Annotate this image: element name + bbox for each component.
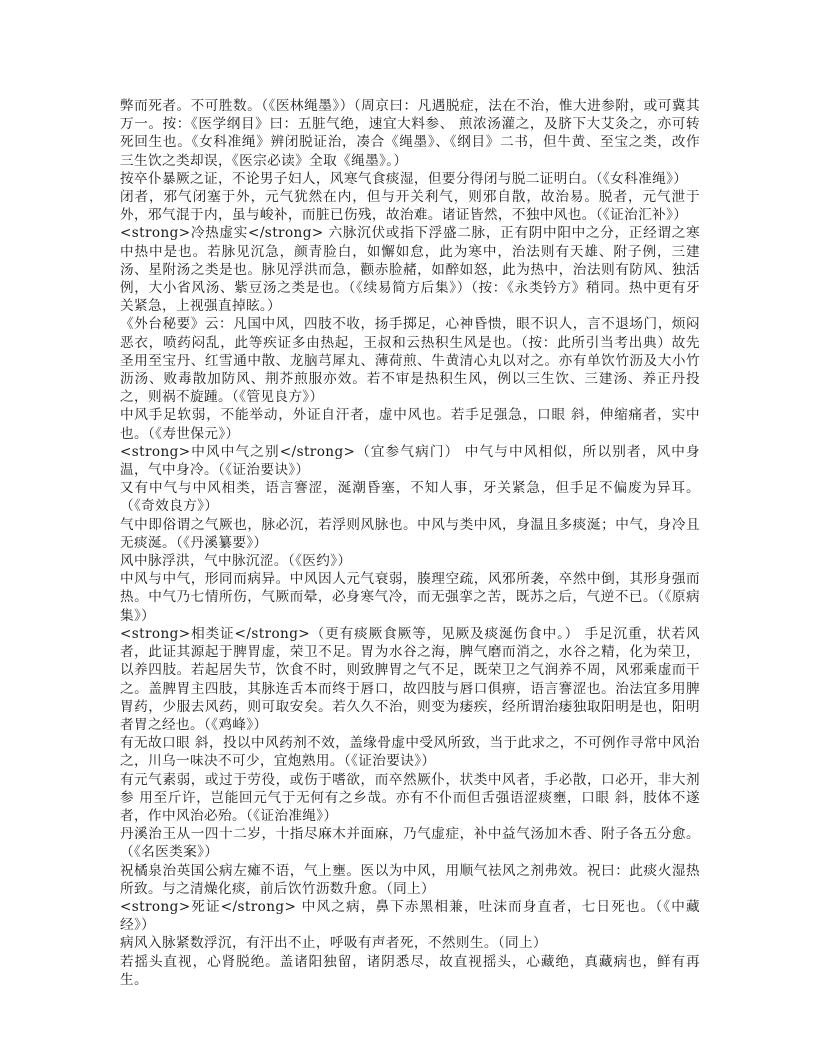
paragraph-limb-weakness: 中风手足软弱，不能举动，外证自汗者，虚中风也。若手足强急，口眼 斜，伸缩痛者，实中也。（《寿世保元》）: [120, 407, 700, 442]
paragraph-qi-stroke-similar: 又有中气与中风相类，语言謇涩，涎潮昏塞，不知人事，牙关紧急，但手足不偏废为异耳。（《奇效良方》）: [120, 480, 700, 515]
paragraph-waitai-miyao: 《外台秘要》云：凡国中风，四肢不收，扬手掷足，心神昏愦，眼不识人，言不退场门，烦闷恶衣，喷药闷乱，此等疾证多由热起，王叔和云热积生风是也。（按：此所引当考出典）故先圣用至宝丹、红雪通中散、龙脑芎犀丸、薄荷煎、牛黄清心丸以对之。亦有单饮竹沥及大小竹沥汤、败毒散加防风、荆芥煎服亦效。若不审是热积生风，例以三生饮、三建汤、养正丹投之，则祸不旋踵。（《管见良方》）: [120, 316, 700, 406]
paragraph-pulse-difference: 风中脉浮洪，气中脉沉涩。（《医约》）: [120, 553, 352, 570]
paragraph-head-shaking: 若摇头直视，心肾脱绝。盖诸阳独留，诸阴悉尽，故直视摇头，心藏绝，真藏病也，鲜有再生。: [120, 953, 700, 988]
paragraph-pulse-death: 病风入脉紧数浮沉，有汗出不止，呼吸有声者死，不然则生。（同上）: [120, 935, 548, 952]
paragraph-danxi-case: 丹溪治王从一四十二岁，十指尽麻木并面麻，乃气虚症，补中益气汤加木香、附子各五分愈。（《名医类案》）: [120, 826, 700, 861]
paragraph-similar-syndromes: <strong>相类证</strong>（更有痰厥食厥等，见厥及痰涎伤食中。） 手足沉重，状若风者，此证其源起于脾胃虚，荣卫不足。胃为水谷之海，脾气磨而消之，水谷之精，化为荣卫，以养四肢。若起居失节，饮食不时，则致脾胃之气不足，既荣卫之气润养不周，风邪乘虚而干之。盖脾胃主四肢，其脉连舌本而终于唇口，故四肢与唇口俱痹，语言謇涩也。治法宜多用脾胃药，少服去风药，则可取安矣。若久久不治，则变为痿疾，经所谓治痿独取阳明是也，阳明者胃之经也。（《鸡峰》）: [120, 625, 700, 733]
paragraph-death-signs: <strong>死证</strong> 中风之病，鼻下赤黑相兼，吐沫而身直者，七日死也。（《中藏经》）: [120, 898, 700, 934]
paragraph-qi-jue: 气中即俗谓之气厥也，脉必沉，若浮则风脉也。中风与类中风，身温且多痰涎；中气，身冷且无痰涎。（《丹溪纂要》）: [120, 516, 700, 551]
paragraph-primordial-qi-weak: 有元气素弱，或过于劳役，或伤于嗜欲，而卒然厥仆，状类中风者，手必散，口必开，非大剂参 用至斤许，岂能回元气于无何有之乡哉。亦有不仆而但舌强语涩痰壅，口眼 斜，肢体不遂者，作中风治必殆。（《证治准绳》）: [120, 771, 700, 824]
paragraph-wind-vs-qi-stroke: <strong>中风中气之别</strong>（宜参气病门） 中气与中风相似，所以别者，风中身温，气中身冷。（《证治要诀》）: [120, 443, 700, 479]
paragraph-closed-definition: 闭者，邪气闭塞于外，元气犹然在内，但与开关利气，则邪自散，故治易。脱者，元气泄于外，邪气混于内，虽与峻补，而脏已伤残，故治难。诸证皆然，不独中风也。（《证治汇补》）: [120, 189, 700, 224]
paragraph-cold-heat-deficiency-excess: <strong>冷热虚实</strong> 六脉沉伏或指下浮盛二脉，正有阴中阳中之分，正经谓之寒中热中是也。若脉见沉急，颜青脸白，如懈如怠，此为寒中，治法则有天雄、附子例，三建汤、星附汤之类是也。脉见浮洪而急，颧赤脸赭，如醉如怒，此为热中，治法则有防风、独活例，大小省风汤、紫豆汤之类是也。（《续易简方后集》）（按：《永类钤方》稍同。热中更有牙关紧急，上视强直掉眩。）: [120, 225, 700, 315]
paragraph-zhu-juquan-case: 祝橘泉治英国公病左瘫不语，气上壅。医以为中风，用顺气祛风之剂弗效。祝曰：此痰火湿热所致。与之清燥化痰，前后饮竹沥数升愈。（同上）: [120, 862, 700, 897]
paragraph-facial-deviation: 有无故口眼 斜，投以中风药剂不效，盖缘骨虚中受风所致，当于此求之，不可例作寻常中风治之，川乌一味决不可少，宜炮熟用。（《证治要诀》）: [120, 735, 700, 770]
paragraph-same-form-different-disease: 中风与中气，形同而病异。中风因人元气衰弱，腠理空疏，风邪所袭，卒然中倒，其形身强而热。中气乃七情所伤，气厥而晕，必身寒气冷，而无强挛之苦，既苏之后，气逆不已。（《原病集》）: [120, 571, 700, 624]
document-page: [120, 97, 700, 989]
paragraph-closed-vs-collapse: 按卒仆暴厥之证，不论男子妇人，风寒气食痰湿，但要分得闭与脱二证明白。（《女科准绳》）: [120, 170, 688, 187]
paragraph-closing-citation: 弊而死者。不可胜数。（《医林绳墨》）（周京曰：凡遇脱症，法在不治，惟大进参附，或可冀其万一。按：《医学纲目》曰：五脏气绝，速宜大料参、 煎浓汤灌之，及脐下大艾灸之，亦可转死回生也。《女科准绳》辨闭脱证治，凑合《绳墨》、《纲目》二书，但牛黄、至宝之类，改作三生饮之类却误，《医宗必读》全取《绳墨》。）: [120, 98, 700, 169]
